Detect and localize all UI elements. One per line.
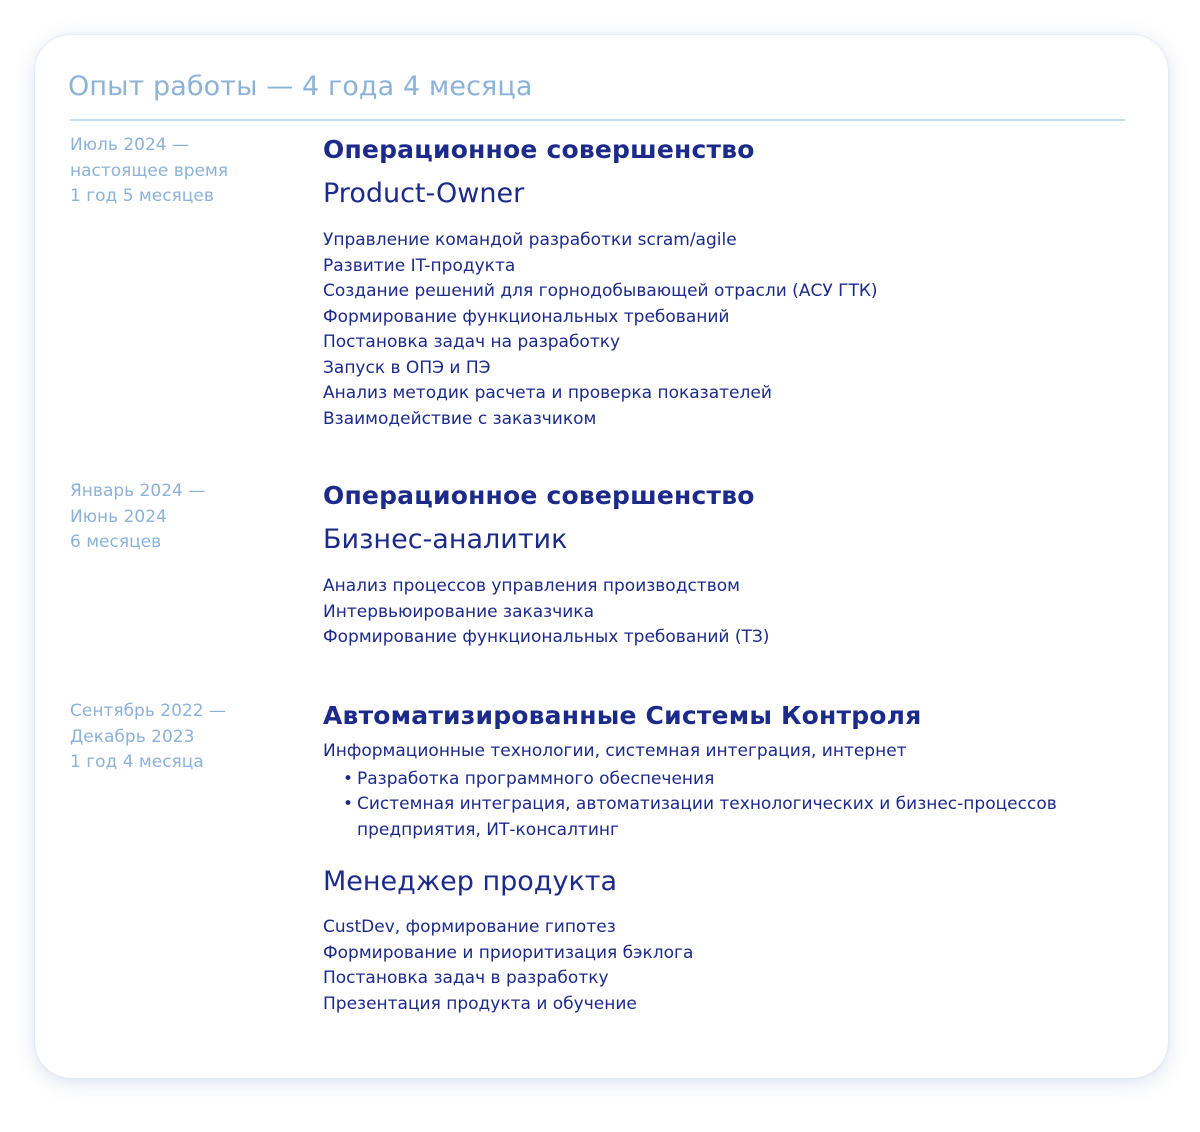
duty-item: Постановка задач в разработку [323, 968, 609, 988]
period-end: настоящее время [70, 160, 229, 181]
duty-item: CustDev, формирование гипотез [323, 917, 616, 937]
industry-bullet-item [343, 792, 1143, 843]
duty-item: Взаимодействие с заказчиком [323, 408, 597, 429]
company-name: Операционное совершенство [323, 481, 755, 510]
duty-item: Создание решений для горнодобывающей отрасли (АСУ ГТК) [323, 281, 878, 301]
duty-item: Развитие IT-продукта [323, 255, 516, 276]
period-duration: 6 месяцев [70, 532, 162, 552]
duty-item: Презентация продукта и обучение [323, 993, 637, 1014]
job-content [323, 699, 1143, 1017]
duty-item: Интервьюирование заказчика [323, 601, 594, 622]
company-name: Автоматизированные Системы Контроля [323, 701, 922, 730]
job-content [323, 133, 1143, 432]
duty-item: Формирование и приоритизация бэклога [323, 942, 694, 963]
period-start: Сентябрь 2022 — [70, 701, 226, 721]
bullet-icon: • [343, 768, 354, 789]
duty-item: Анализ процессов управления производством [323, 576, 740, 596]
experience-card [35, 35, 1168, 1078]
duty-item: Постановка задач на разработку [323, 332, 621, 352]
duty-item: Управление командой разработки scram/agile [323, 230, 737, 250]
job-role: Менеджер продукта [323, 866, 618, 897]
bullet-icon: • [343, 794, 354, 814]
section-title: Опыт работы — 4 года 4 месяца [68, 71, 533, 102]
duty-item: Запуск в ОПЭ и ПЭ [323, 357, 491, 378]
job-period [70, 133, 228, 210]
duty-item: Анализ методик расчета и проверка показателей [323, 383, 772, 403]
duties-list [323, 228, 1143, 432]
job-role: Бизнес-аналитик [323, 524, 568, 555]
job-period [70, 699, 226, 776]
period-end: Декабрь 2023 [70, 726, 195, 747]
job-role: Product-Owner [323, 178, 525, 209]
duty-item: Формирование функциональных требований (ТЗ) [323, 627, 770, 647]
duties-list [323, 915, 1143, 1017]
job-period [70, 479, 205, 556]
duty-item: Формирование функциональных требований [323, 306, 730, 327]
bullet-text: Системная интеграция, автоматизации технологических и бизнес-процессов предприятия, ИТ-консалтинг [357, 794, 1057, 840]
industry-bullets [323, 767, 1143, 844]
title-divider [70, 119, 1125, 121]
period-start: Январь 2024 — [70, 481, 206, 501]
period-duration: 1 год 4 месяца [70, 752, 204, 772]
company-name: Операционное совершенство [323, 135, 755, 164]
duties-list [323, 574, 1143, 651]
period-start: Июль 2024 — [70, 135, 189, 155]
job-content [323, 479, 1143, 651]
bullet-text: Разработка программного обеспечения [357, 768, 715, 789]
industry-text: Информационные технологии, системная интеграция, интернет [323, 741, 907, 761]
period-end: Июнь 2024 [70, 506, 167, 527]
period-duration: 1 год 5 месяцев [70, 186, 214, 206]
industry-bullet-item [343, 767, 1143, 793]
